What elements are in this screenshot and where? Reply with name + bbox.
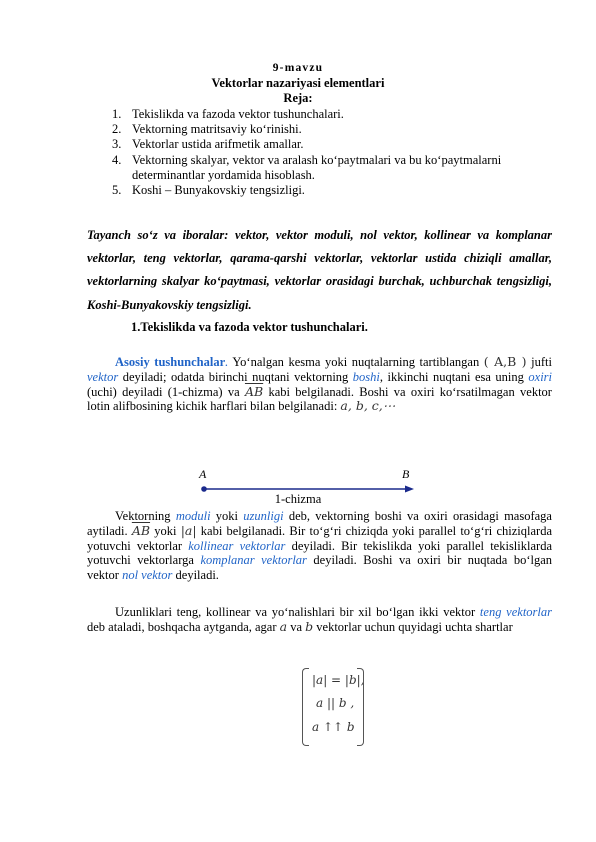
- modulus-paragraph: [87, 509, 552, 583]
- vector-b-symbol: b: [305, 618, 314, 634]
- condition-collinear: a || b ,: [316, 696, 355, 710]
- plan-item: [112, 122, 552, 137]
- figure-caption: 1-chizma: [274, 492, 322, 506]
- vector-a-letter: a: [184, 522, 193, 538]
- text-segment: va: [287, 619, 306, 634]
- vector-ab-modulus: $\overline{AB}$: [131, 522, 151, 538]
- vector-a-modulus: |a|: [180, 522, 197, 538]
- plan-label: Reja:: [283, 91, 313, 105]
- term-basic-concepts: Asosiy tushunchalar: [115, 355, 226, 369]
- term-nol-vektor: nol vektor: [122, 568, 173, 583]
- right-brace: [357, 668, 364, 746]
- vector-ab-notation: $\overline{AB}$: [244, 383, 264, 399]
- plan-item: [112, 153, 552, 183]
- text-segment: (uchi) deyiladi (1-chizma) va: [87, 384, 245, 399]
- text-segment: yoki: [210, 509, 244, 523]
- start-point-dot: [201, 486, 207, 492]
- plan-item-number: 4.: [112, 152, 122, 167]
- plan-item-number: 3.: [112, 137, 122, 152]
- condition-codirectional: a ↑↑ b: [312, 720, 355, 734]
- plan-list: [112, 107, 552, 198]
- term-kollinear: kollinear vektorlar: [188, 538, 286, 553]
- plan-item-text: Vektorning matritsaviy ko‘rinishi.: [132, 122, 302, 137]
- section-heading: 1.Tekislikda va fazoda vektor tushunchalari.: [131, 320, 368, 334]
- text-segment: deyiladi. Boshi va oxiri bir nuqtada bo‘lgan vektor: [87, 553, 553, 583]
- plan-item-text: Tekislikda va fazoda vektor tushunchalari.: [132, 107, 344, 121]
- term-vektor: vektor: [87, 369, 119, 384]
- text-segment: vektorlar uchun quyidagi uchta shartlar: [313, 619, 513, 634]
- text-segment: deb ataladi, boshqacha aytganda, agar: [87, 619, 280, 634]
- point-pair-letters: A,B: [494, 354, 517, 369]
- point-a-label: A: [199, 467, 207, 481]
- plan-item-text: Vektorning skalyar, vektor va aralash ko‘paytmalari va bu ko‘paytmalarni determinantlar yordamida hisoblash.: [132, 152, 502, 182]
- term-dot: .: [225, 355, 229, 369]
- keywords-paragraph: Tayanch so‘z va iboralar: vektor, vektor moduli, nol vektor, kollinear va komplanar vektorlar, teng vektorlar, qarama-qarshi vektorlar, vektorlar ustida chiziqli amallar, vektorlarning skalyar ko‘paytmasi, vektorlar orasidagi burchak, uchburchak tengsizligi, Koshi-Bunyakovskiy tengsizligi.: [87, 228, 552, 312]
- plan-item: [112, 183, 552, 198]
- plan-item-number: 5.: [112, 183, 122, 198]
- term-teng-vektorlar: teng vektorlar: [479, 605, 552, 619]
- text-segment: Vektorning: [115, 509, 176, 523]
- text-segment: Yo‘nalgan kesma yoki nuqtalarning tartiblangan: [228, 355, 484, 369]
- plan-item: [112, 137, 552, 152]
- plan-item-text: Koshi – Bunyakovskiy tengsizligi.: [132, 183, 305, 198]
- equal-vectors-paragraph: [87, 605, 552, 635]
- text-segment: Uzunliklari teng, kollinear va yo‘nalishlari bir xil bo‘lgan ikki vektor: [115, 605, 480, 619]
- equality-conditions: [302, 668, 364, 744]
- term-moduli: moduli: [175, 509, 211, 523]
- text-segment: kabi belgilanadi. Boshi va oxiri ko‘rsatilmagan vektor lotin alifbosining kichik harflari bilan belgilanadi:: [87, 384, 552, 414]
- left-brace: [302, 668, 309, 746]
- plan-item-number: 1.: [112, 107, 122, 121]
- basic-concepts-paragraph: [87, 355, 552, 414]
- condition-equal-modulus: |a| = |b|,: [312, 673, 365, 687]
- term-uzunligi: uzunligi: [243, 509, 284, 523]
- term-oxiri: oxiri: [528, 369, 552, 384]
- text-segment: deyiladi; odatda birinchi nuqtani vektorning: [118, 369, 353, 384]
- text-segment: , ikkinchi nuqtani esa uning: [379, 369, 529, 384]
- topic-label: 9-mavzu: [272, 62, 324, 74]
- plan-item: [112, 107, 552, 122]
- term-komplanar: komplanar vektorlar: [200, 553, 307, 568]
- vector-letters: a, b, c,⋯: [340, 398, 396, 414]
- text-segment: deyiladi. Bir tekislikda yoki parallel tekisliklarda yotuvchi vektorlarga: [87, 538, 552, 568]
- plan-item-text: Vektorlar ustida arifmetik amallar.: [132, 137, 304, 152]
- point-b-label: B: [402, 467, 410, 481]
- text-segment: jufti: [526, 355, 552, 369]
- text-segment: yoki: [150, 523, 181, 538]
- vector-a-symbol: a: [279, 618, 288, 634]
- text-segment: deyiladi.: [172, 568, 219, 583]
- point-pair: ( A,B ): [483, 354, 527, 369]
- text-segment: kabi belgilanadi. Bir to‘g‘ri chiziqda yoki parallel to‘g‘ri chiziqlarda yotuvchi vektorlar: [87, 523, 552, 553]
- plan-item-number: 2.: [112, 122, 122, 137]
- page-title: Vektorlar nazariyasi elementlari: [211, 76, 385, 90]
- term-boshi: boshi: [352, 369, 380, 384]
- text-segment: deb, vektorning boshi va oxiri orasidagi masofaga aytiladi.: [87, 509, 552, 538]
